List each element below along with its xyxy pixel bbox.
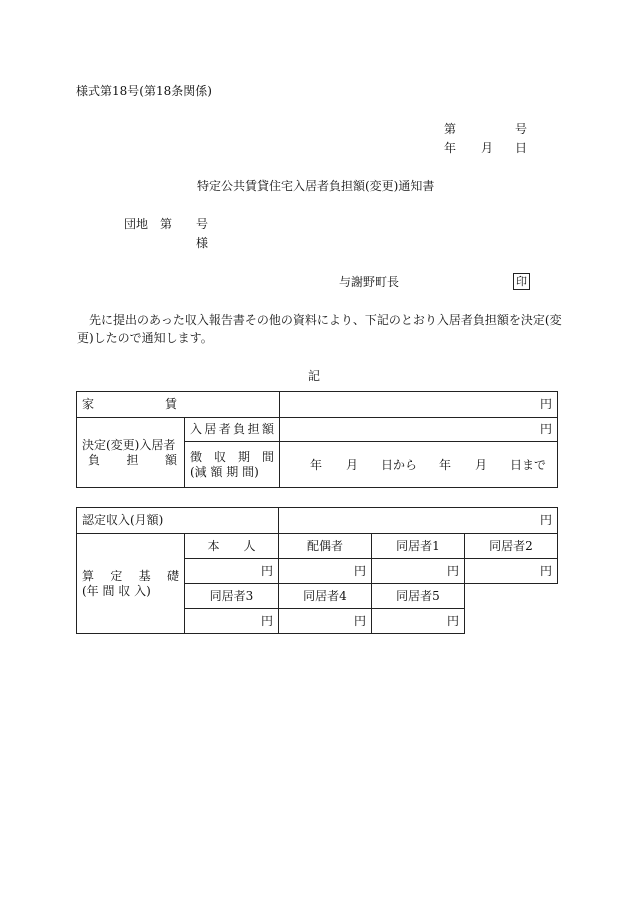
basis-label-cell	[77, 534, 185, 634]
recipient-danchi: 団地	[124, 217, 149, 231]
ki-heading: 記	[308, 369, 321, 383]
burden-table	[76, 391, 558, 488]
doc-number-go: 号	[515, 122, 528, 136]
basis-label-char: 定	[110, 568, 123, 583]
body-text-line2: 更)したので通知します。	[77, 331, 213, 345]
burden-label-cell	[185, 418, 280, 442]
date-month: 月	[481, 141, 494, 155]
period-to-year: 年	[439, 458, 452, 472]
person-income: 円	[372, 559, 465, 584]
person-header: 同居者4	[279, 584, 372, 609]
period-to-month: 月	[475, 458, 488, 472]
certified-income-amount: 円	[279, 508, 558, 534]
person-income: 円	[372, 609, 465, 634]
person-header: 同居者3	[185, 584, 279, 609]
collection-period-cell	[280, 442, 558, 488]
person-income: 円	[185, 559, 279, 584]
collection-label-cell	[185, 442, 280, 488]
rent-label-char: 賃	[164, 397, 177, 411]
burden-amount: 円	[280, 418, 558, 442]
person-income: 円	[465, 559, 558, 584]
burden-label-char: 額	[261, 422, 274, 436]
burden-label-char: 負	[233, 422, 246, 436]
period-from-month: 月	[346, 458, 359, 472]
person-income: 円	[279, 559, 372, 584]
collection-label-char: 間	[261, 449, 274, 464]
person-header: 同居者1	[372, 534, 465, 559]
empty-cell	[465, 609, 558, 634]
form-number: 様式第18号(第18条関係)	[76, 84, 212, 98]
person-header: 配偶者	[279, 534, 372, 559]
burden-label-char: 居	[204, 422, 217, 436]
recipient-dai: 第	[160, 217, 173, 231]
person-income: 円	[185, 609, 279, 634]
body-text-line1: 先に提出のあった収入報告書その他の資料により、下記のとおり入居者負担額を決定(変	[89, 313, 562, 327]
rent-label-char: 家	[82, 397, 95, 411]
recipient-go: 号	[196, 217, 209, 231]
burden-label-char: 担	[247, 422, 260, 436]
basis-label-char: 算	[82, 568, 95, 583]
collection-label-char: 期	[237, 449, 250, 464]
doc-number-dai: 第	[444, 122, 457, 136]
decision-label-cell	[77, 418, 185, 488]
decision-label-line1: 決定(変更)入居者	[82, 437, 176, 452]
decision-label-char: 負	[88, 452, 101, 467]
basis-label-line2: (年 間 収 入)	[82, 583, 151, 598]
basis-label-char: 礎	[166, 568, 179, 583]
seal-mark: 印	[513, 273, 530, 290]
collection-label-char: 徴	[190, 449, 203, 464]
basis-label-char: 基	[138, 568, 151, 583]
person-header: 同居者5	[372, 584, 465, 609]
period-to-day: 日まで	[510, 458, 547, 472]
issuer-name: 与謝野町長	[339, 275, 400, 289]
document-title: 特定公共賃貸住宅入居者負担額(変更)通知書	[197, 179, 435, 193]
person-income: 円	[279, 609, 372, 634]
collection-label-line2: (減 額 期 間)	[190, 464, 259, 479]
period-from-day: 日から	[381, 458, 418, 472]
decision-label-char: 担	[126, 452, 139, 467]
person-header: 本 人	[185, 534, 279, 559]
decision-label-char: 額	[164, 452, 177, 467]
empty-cell	[465, 584, 558, 609]
date-year: 年	[444, 141, 457, 155]
date-day: 日	[515, 141, 528, 155]
person-header: 同居者2	[465, 534, 558, 559]
rent-label-cell	[77, 392, 280, 418]
recipient-sama: 様	[196, 236, 209, 250]
collection-label-char: 収	[213, 449, 226, 464]
burden-label-char: 入	[190, 422, 203, 436]
rent-amount: 円	[280, 392, 558, 418]
income-table	[76, 507, 558, 634]
burden-label-char: 者	[218, 422, 231, 436]
certified-income-label: 認定収入(月額)	[77, 508, 279, 534]
period-from-year: 年	[310, 458, 323, 472]
